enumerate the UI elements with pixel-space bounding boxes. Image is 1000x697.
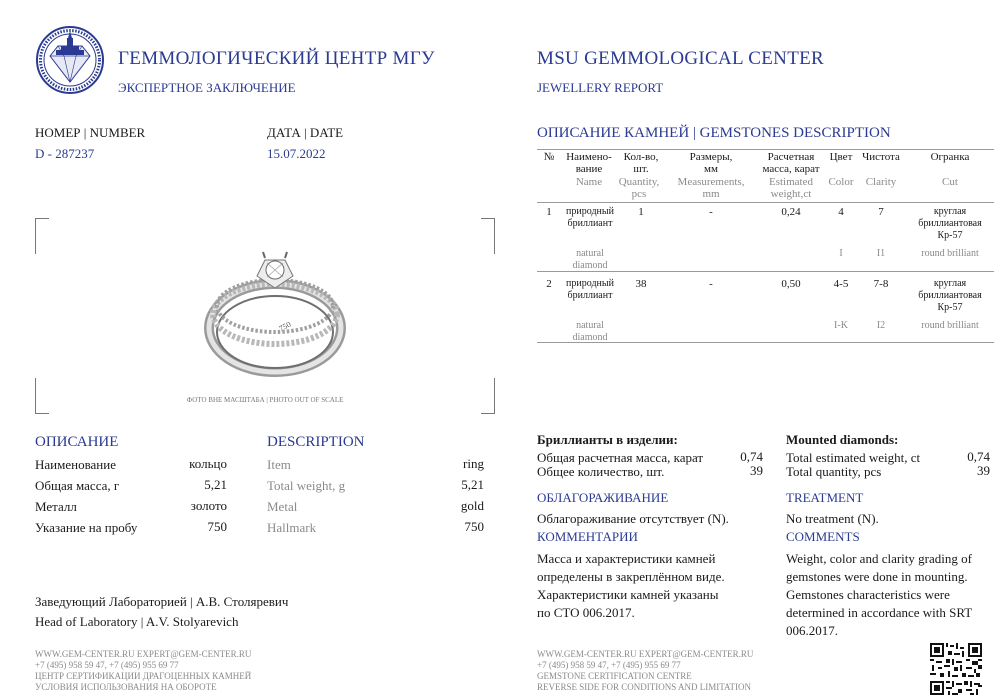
col-header-qty-en	[611, 176, 667, 200]
gemstones-heading: ОПИСАНИЕ КАМНЕЙ | GEMSTONES DESCRIPTION	[537, 125, 891, 141]
cell-cut: круглая бриллиантовая Кр-57	[918, 206, 982, 241]
mounted-ru-qty-row	[537, 463, 763, 477]
date-value: 15.07.2022	[267, 146, 326, 161]
number-value: D - 287237	[35, 146, 95, 161]
description-ru-heading: ОПИСАНИЕ	[35, 434, 119, 450]
row-label: Item	[267, 457, 291, 472]
footer-line: +7 (495) 958 59 47, +7 (495) 955 69 77	[537, 660, 681, 670]
description-en-row	[267, 519, 484, 540]
col-header-text: Размеры, мм	[689, 151, 733, 175]
row-value: 750	[207, 519, 227, 534]
footer-line: WWW.GEM-CENTER.RU EXPERT@GEM-CENTER.RU	[537, 649, 754, 659]
description-en-row	[267, 456, 484, 477]
row-label: Общая расчетная масса, карат	[537, 450, 704, 465]
col-header-size-en	[661, 176, 761, 200]
comments-ru-heading: КОММЕНТАРИИ	[537, 529, 638, 544]
cell-no: 1	[546, 206, 552, 218]
row-label: Total quantity, pcs	[786, 464, 882, 479]
comment-line: Gemstones characteristics were	[786, 587, 950, 602]
mounted-ru	[537, 432, 763, 477]
cell-clarity-en: I2	[876, 320, 886, 331]
cell-weight: 0,50	[781, 278, 801, 290]
signature-ru: Заведующий Лабораторией | А.В. Столяревич	[35, 594, 289, 609]
cell-cut-en: round brilliant	[921, 320, 979, 331]
col-header-text: Name	[575, 176, 603, 188]
comment-line: Масса и характеристики камней	[537, 551, 716, 566]
mounted-en-heading: Mounted diamonds:	[786, 432, 899, 447]
date-label: ДАТА | DATE	[267, 125, 344, 140]
treatment-en-heading: TREATMENT	[786, 490, 864, 505]
row-value: 5,21	[204, 477, 227, 492]
comment-line: gemstones were done in mounting.	[786, 569, 968, 584]
number-label: НОМЕР | NUMBER	[35, 125, 146, 140]
title-en: MSU GEMMOLOGICAL CENTER	[537, 48, 824, 69]
footer-line: +7 (495) 958 59 47, +7 (495) 955 69 77	[35, 660, 179, 670]
comments-en-heading: COMMENTS	[786, 529, 860, 544]
col-header-text: Цвет	[829, 151, 853, 163]
cell-color-en: I-K	[834, 320, 848, 331]
cell-clarity-en: I1	[876, 248, 886, 259]
row-value: 39	[750, 463, 763, 478]
description-ru-list	[35, 456, 227, 540]
comments-en-text	[786, 550, 972, 640]
row-label: Наименование	[35, 457, 116, 472]
treatment-ru-text: Облагораживание отсутствует (N).	[537, 511, 729, 526]
mounted-en	[786, 432, 990, 477]
cell-qty: 38	[635, 278, 647, 290]
treatment-en-text: No treatment (N).	[786, 511, 879, 526]
mounted-ru-heading: Бриллианты в изделии:	[537, 432, 678, 447]
description-en-row	[267, 498, 484, 519]
col-header-text: Color	[828, 176, 854, 188]
msu-logo	[36, 26, 104, 94]
description-en-list	[267, 456, 484, 540]
row-label: Общая масса, г	[35, 478, 120, 493]
photo-frame	[35, 218, 495, 414]
col-header-text: Clarity	[865, 176, 897, 188]
col-header-clarity-en	[855, 176, 907, 188]
col-header-text: Чистота	[862, 151, 900, 163]
row-value: 39	[977, 463, 990, 478]
col-header-no	[539, 151, 559, 163]
comment-line: по СТО 006.2017.	[537, 605, 635, 620]
description-ru-row	[35, 498, 227, 519]
row-label: Hallmark	[267, 520, 317, 535]
footer-line: GEMSTONE CERTIFICATION CENTRE	[537, 671, 692, 681]
cell-color: 4	[838, 206, 844, 218]
row-label: Металл	[35, 499, 77, 514]
row-value: 5,21	[461, 477, 484, 492]
comment-line: Характеристики камней указаны	[537, 587, 719, 602]
cell-cut: круглая бриллиантовая Кр-57	[918, 278, 982, 313]
col-header-text: Cut	[942, 176, 958, 188]
cell-clarity: 7	[878, 206, 884, 218]
cell-clarity: 7-8	[873, 278, 889, 290]
cell-no: 2	[546, 278, 552, 290]
table-row	[537, 206, 994, 270]
qr-code	[930, 643, 982, 695]
col-header-size	[665, 151, 757, 175]
row-label: Указание на пробу	[35, 520, 138, 535]
description-ru-row	[35, 519, 227, 540]
table-rule	[537, 149, 994, 150]
subtitle-ru: ЭКСПЕРТНОЕ ЗАКЛЮЧЕНИЕ	[118, 80, 296, 95]
description-en-heading: DESCRIPTION	[267, 434, 365, 450]
col-header-text: Огранка	[930, 151, 970, 163]
col-header-qty	[617, 151, 665, 175]
comment-line: определены в закреплённом виде.	[537, 569, 725, 584]
footer-line: WWW.GEM-CENTER.RU EXPERT@GEM-CENTER.RU	[35, 649, 252, 659]
comment-line: 006.2017.	[786, 623, 838, 638]
description-en-row	[267, 477, 484, 498]
cell-weight: 0,24	[781, 206, 801, 218]
row-value: золото	[190, 498, 227, 513]
footer-en	[537, 649, 753, 693]
ring-hallmark-engraving: 750	[277, 319, 293, 334]
cell-cut-en: round brilliant	[921, 248, 979, 259]
subtitle-en: JEWELLERY REPORT	[537, 80, 664, 95]
ring-image	[195, 236, 355, 386]
title-ru: ГЕММОЛОГИЧЕСКИЙ ЦЕНТР МГУ	[118, 48, 435, 69]
table-rule	[537, 202, 994, 203]
col-header-text: Наимено- вание	[566, 151, 612, 175]
col-header-name	[559, 151, 619, 175]
comment-line: Weight, color and clarity grading of	[786, 551, 972, 566]
row-label: Total weight, g	[267, 478, 346, 493]
footer-line: УСЛОВИЯ ИСПОЛЬЗОВАНИЯ НА ОБОРОТЕ	[35, 682, 217, 692]
col-header-text: Кол-во, шт.	[623, 151, 659, 175]
footer-ru	[35, 649, 251, 693]
cell-name: природный бриллиант	[566, 278, 614, 301]
description-ru-row	[35, 456, 227, 477]
col-header-clarity	[855, 151, 907, 163]
description-ru-row	[35, 477, 227, 498]
frame-corner	[481, 218, 495, 254]
row-label: Общее количество, шт.	[537, 464, 665, 479]
cell-name: природный бриллиант	[566, 206, 614, 229]
mounted-en-weight-row	[786, 449, 990, 463]
row-value: 0,74	[740, 449, 763, 464]
col-header-cut	[909, 151, 991, 163]
footer-line: ЦЕНТР СЕРТИФИКАЦИИ ДРАГОЦЕННЫХ КАМНЕЙ	[35, 671, 252, 681]
signature-en: Head of Laboratory | A.V. Stolyarevich	[35, 614, 239, 629]
cell-color: 4-5	[833, 278, 849, 290]
row-value: 0,74	[967, 449, 990, 464]
mounted-en-qty-row	[786, 463, 990, 477]
table-row	[537, 278, 994, 342]
gemstones-table	[537, 149, 994, 345]
col-header-text: Estimated weight,ct	[769, 176, 813, 200]
row-value: ring	[463, 456, 484, 471]
cell-name-en: natural diamond	[572, 320, 608, 343]
col-header-text: Measurements, mm	[677, 176, 745, 200]
mounted-ru-weight-row	[537, 449, 763, 463]
cell-size: -	[709, 206, 713, 218]
cell-color-en: I	[839, 248, 843, 259]
cell-size: -	[709, 278, 713, 290]
cell-qty: 1	[638, 206, 644, 218]
col-header-text: Quantity, pcs	[618, 176, 660, 200]
col-header-cut-en	[909, 176, 991, 188]
row-value: 750	[464, 519, 484, 534]
footer-line: REVERSE SIDE FOR CONDITIONS AND LIMITATION	[537, 682, 752, 692]
comment-line: determined in accordance with SRT	[786, 605, 973, 620]
col-header-name-en	[559, 176, 619, 188]
col-header-text: №	[543, 151, 555, 163]
photo-caption: ФОТО ВНЕ МАСШТАБА | PHOTO OUT OF SCALE	[186, 396, 344, 404]
comments-ru-text	[537, 550, 725, 622]
frame-corner	[35, 218, 49, 254]
cell-name-en: natural diamond	[572, 248, 608, 271]
row-value: кольцо	[189, 456, 227, 471]
row-value: gold	[460, 498, 484, 513]
row-label: Total estimated weight, ct	[786, 450, 921, 465]
treatment-ru-heading: ОБЛАГОРАЖИВАНИЕ	[537, 490, 669, 505]
col-header-text: Расчетная масса, карат	[762, 151, 820, 175]
row-label: Metal	[267, 499, 298, 514]
